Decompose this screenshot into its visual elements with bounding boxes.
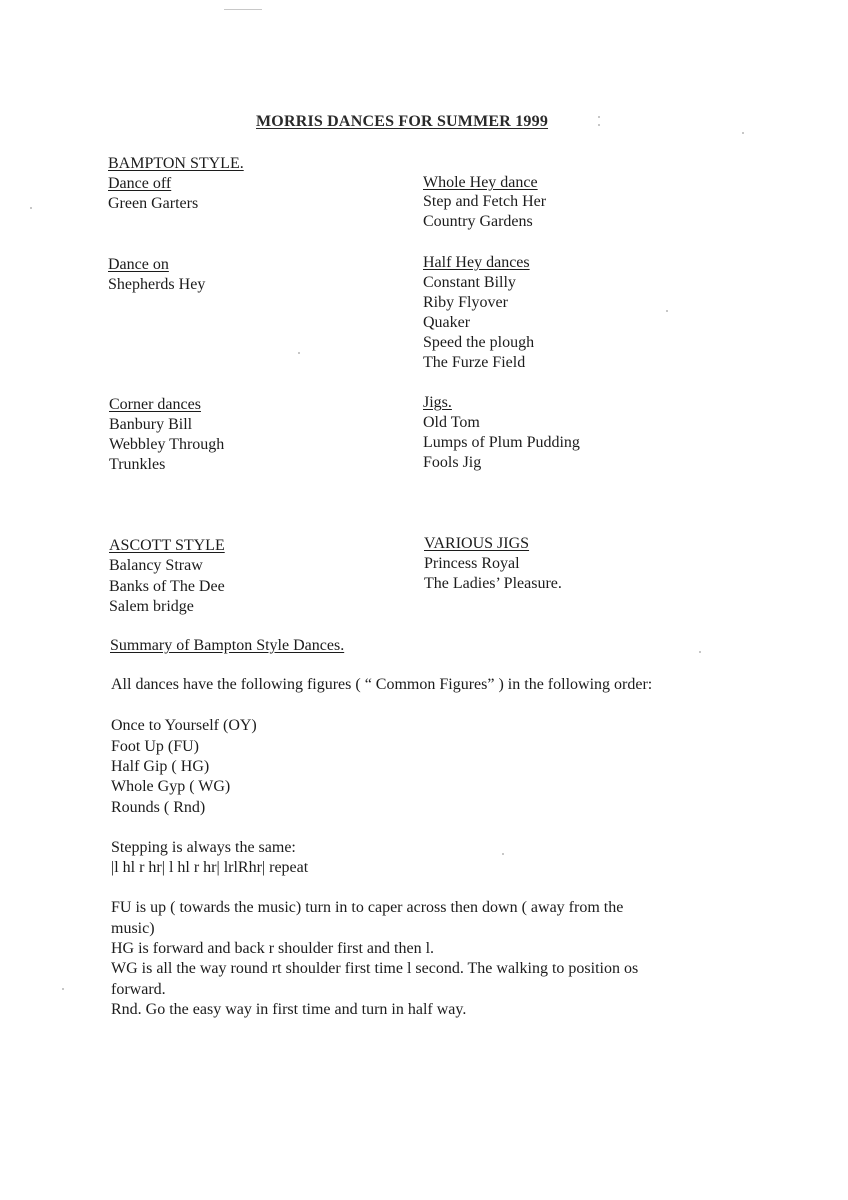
dance-item: Fools Jig	[423, 454, 482, 471]
figure-item: Foot Up (FU)	[111, 738, 200, 755]
scan-speck	[598, 116, 600, 118]
dance-item: Princess Royal	[424, 555, 520, 572]
figure-item: Whole Gyp ( WG)	[111, 778, 231, 795]
dance-item: Banks of The Dee	[109, 578, 225, 595]
half-hey-heading: Half Hey dances	[423, 254, 530, 271]
corner-dances-heading: Corner dances	[109, 396, 201, 413]
stepping-pattern: |l hl r hr| l hl r hr| lrlRhr| repeat	[111, 859, 309, 876]
summary-heading: Summary of Bampton Style Dances.	[110, 637, 345, 654]
note-hg: HG is forward and back r shoulder first and then l.	[111, 940, 435, 957]
figure-item: Rounds ( Rnd)	[111, 799, 206, 816]
dance-item: Step and Fetch Her	[423, 193, 547, 210]
scan-speck	[666, 310, 668, 312]
figure-item: Once to Yourself (OY)	[111, 717, 257, 734]
jigs-heading: Jigs.	[423, 394, 452, 411]
dance-item: Country Gardens	[423, 213, 533, 230]
dance-on-heading: Dance on	[108, 256, 169, 273]
scan-mark	[224, 9, 262, 10]
dance-item: Quaker	[423, 314, 471, 331]
dance-item: The Furze Field	[423, 354, 526, 371]
whole-hey-heading: Whole Hey dance	[423, 174, 538, 191]
note-rnd: Rnd. Go the easy way in first time and turn in half way.	[111, 1001, 467, 1018]
summary-intro: All dances have the following figures ( “ Common Figures” ) in the following order:	[111, 676, 653, 693]
bampton-style-heading: BAMPTON STYLE.	[108, 155, 244, 172]
scan-speck	[298, 352, 300, 354]
scan-speck	[30, 207, 32, 209]
scan-speck	[742, 132, 744, 134]
scan-speck	[699, 651, 701, 653]
document-title: MORRIS DANCES FOR SUMMER 1999	[256, 113, 549, 130]
dance-item: Trunkles	[109, 456, 166, 473]
scan-speck	[502, 853, 504, 855]
note-fu-line1: FU is up ( towards the music) turn in to caper across then down ( away from the	[111, 899, 624, 916]
various-jigs-heading: VARIOUS JIGS	[424, 535, 530, 552]
note-wg-line1: WG is all the way round rt shoulder first time l second. The walking to position os	[111, 960, 639, 977]
ascott-style-heading: ASCOTT STYLE	[109, 537, 225, 554]
note-wg-line2: forward.	[111, 981, 166, 998]
dance-item: Shepherds Hey	[108, 276, 206, 293]
scan-speck	[62, 988, 64, 990]
dance-item: Constant Billy	[423, 274, 516, 291]
stepping-label: Stepping is always the same:	[111, 839, 296, 856]
dance-item: Riby Flyover	[423, 294, 508, 311]
note-fu-line2: music)	[111, 920, 155, 937]
dance-item: Banbury Bill	[109, 416, 193, 433]
dance-item: Webbley Through	[109, 436, 225, 453]
dance-item: Speed the plough	[423, 334, 535, 351]
dance-item: Old Tom	[423, 414, 480, 431]
dance-item: Salem bridge	[109, 598, 194, 615]
dance-off-heading: Dance off	[108, 175, 172, 192]
scan-speck	[598, 124, 600, 126]
dance-item: Balancy Straw	[109, 557, 203, 574]
dance-item: The Ladies’ Pleasure.	[424, 575, 562, 592]
dance-item: Green Garters	[108, 195, 199, 212]
dance-item: Lumps of Plum Pudding	[423, 434, 580, 451]
figure-item: Half Gip ( HG)	[111, 758, 210, 775]
